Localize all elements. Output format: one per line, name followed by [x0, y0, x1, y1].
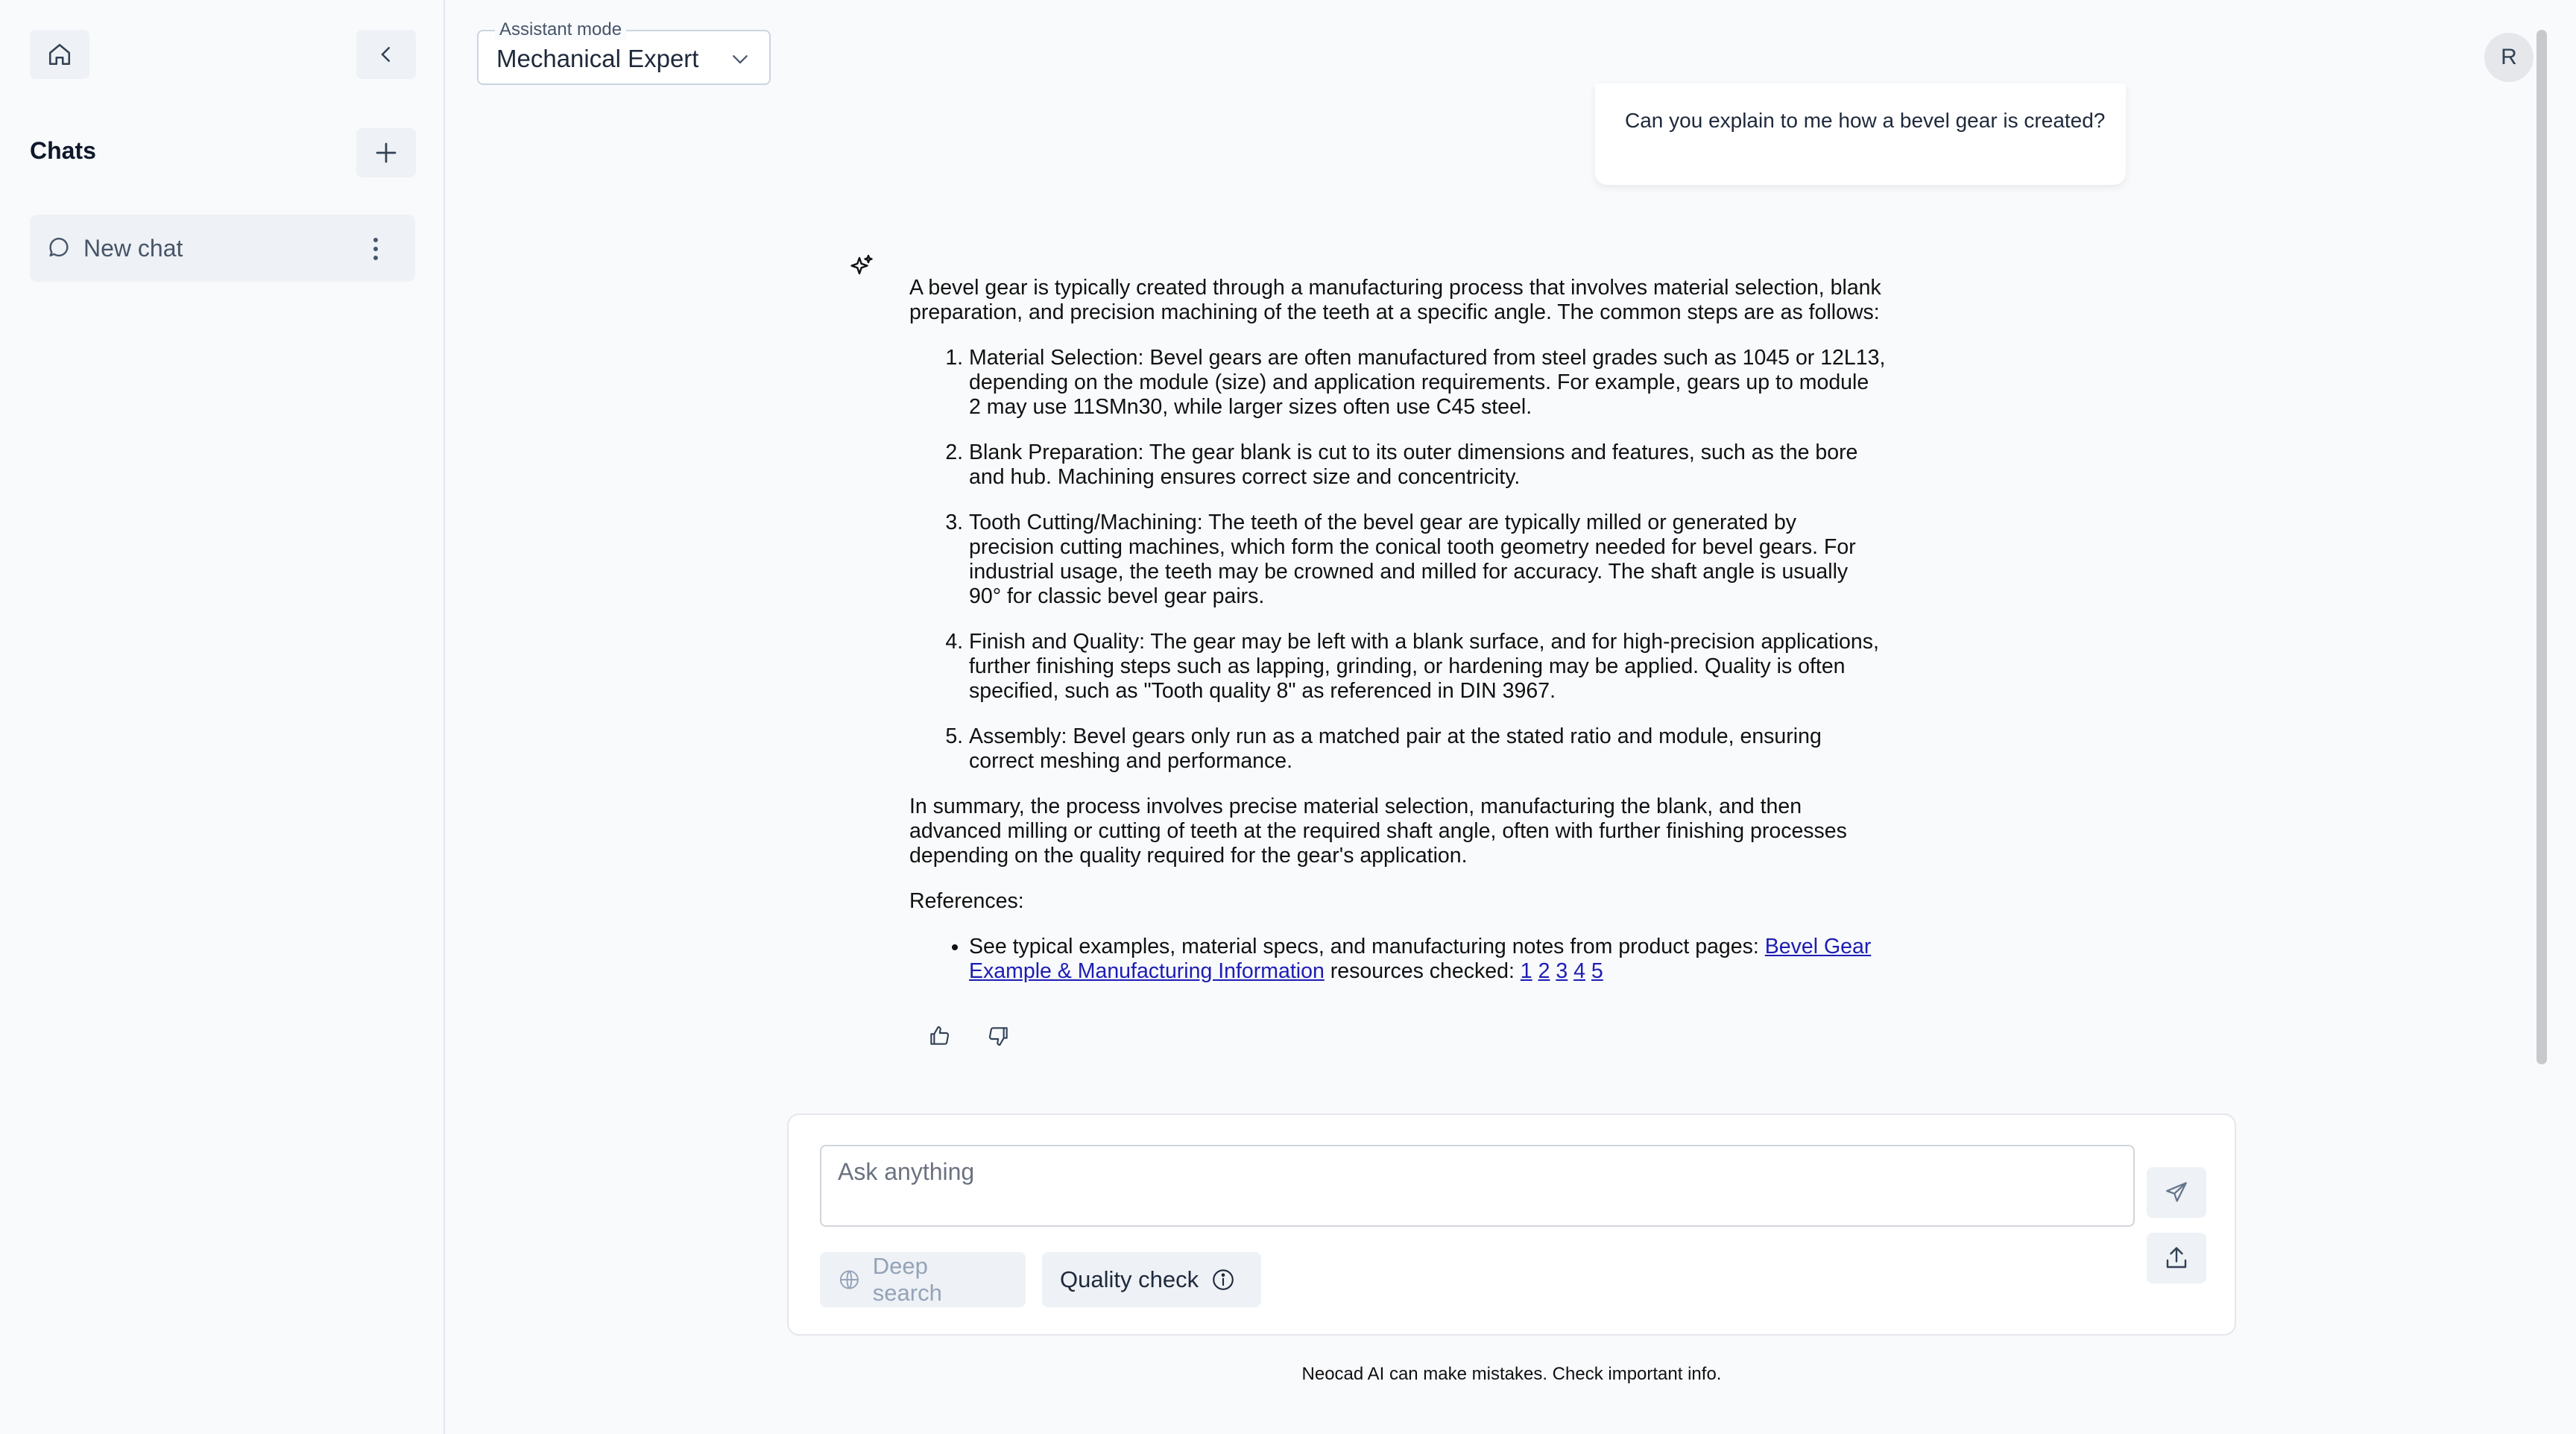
resources-label: resources checked: — [1324, 959, 1521, 983]
reference-item — [969, 935, 1886, 984]
deep-search-label: Deep search — [872, 1253, 942, 1306]
send-icon — [2164, 1180, 2189, 1205]
resource-link-5[interactable]: 5 — [1591, 959, 1603, 983]
answer-intro: A bevel gear is typically created through a manufacturing process that involves material selection, blank preparation, and precision machining of the teeth at a specific angle. The common steps are as follows: — [909, 276, 1881, 324]
thumbs-down-icon[interactable] — [987, 1024, 1011, 1048]
assistant-mode-value: Mechanical Expert — [496, 45, 699, 72]
sidebar — [0, 0, 445, 1434]
new-chat-button[interactable] — [356, 128, 416, 177]
reference-link[interactable]: Bevel Gear Example & Manufacturing Information — [969, 935, 1872, 983]
answer-summary: In summary, the process involves precise material selection, manufacturing the blank, and then advanced milling or cutting of teeth at the required shaft angle, often with further finishing processes depending on the quality required for the gear's application. — [909, 795, 1847, 868]
references-list — [909, 935, 1886, 984]
thumbs-up-icon[interactable] — [927, 1024, 951, 1048]
ask-input[interactable] — [820, 1145, 2135, 1227]
resource-link-3[interactable]: 3 — [1556, 959, 1568, 983]
reference-prefix: See typical examples, material specs, and manufacturing notes from product pages: — [969, 935, 1765, 958]
chat-bubble-icon — [46, 236, 72, 261]
answer-steps — [909, 346, 1886, 774]
answer-step: 5. Assembly: Bevel gears only run as a matched pair at the stated ratio and module, ensuring correct meshing and performance. — [969, 724, 1886, 774]
resource-link-2[interactable]: 2 — [1538, 959, 1550, 983]
quality-check-label: Quality check — [1060, 1266, 1199, 1292]
scrollbar[interactable] — [2536, 30, 2547, 1064]
quality-check-toggle[interactable] — [1042, 1252, 1261, 1307]
answer-step: 1. Material Selection: Bevel gears are often manufactured from steel grades such as 1045 or 12L13, depending on the module (size) and application requirements. For example, gears up to module 2 may use 11SMn30, while larger sizes often use C45 steel. — [969, 346, 1886, 420]
sidebar-item-label: New chat — [83, 234, 183, 262]
info-icon[interactable] — [1210, 1267, 1236, 1292]
assistant-answer — [909, 276, 1886, 984]
assistant-mode-label: Assistant mode — [495, 19, 626, 40]
resource-link-4[interactable]: 4 — [1573, 959, 1585, 983]
user-message: Can you explain to me how a bevel gear is created? — [1595, 83, 2126, 185]
references-heading: References: — [909, 889, 1024, 913]
deep-search-toggle[interactable] — [820, 1252, 1026, 1307]
home-button[interactable] — [30, 30, 89, 79]
answer-step: 4. Finish and Quality: The gear may be left with a blank surface, and for high-precision applications, further finishing steps such as lapping, grinding, or hardening may be applied. Quality is often specified, such as "Tooth quality 8" as referenced in DIN 3967. — [969, 630, 1886, 704]
collapse-sidebar-button[interactable] — [356, 30, 416, 79]
sparkle-icon — [848, 253, 875, 280]
assistant-mode-select[interactable] — [477, 19, 771, 85]
avatar[interactable]: R — [2484, 33, 2534, 82]
resource-link-1[interactable]: 1 — [1520, 959, 1532, 983]
chevron-left-icon — [375, 43, 397, 66]
answer-step: 3. Tooth Cutting/Machining: The teeth of the bevel gear are typically milled or generated by precision cutting machines, which form the conical tooth geometry needed for bevel gears. For industrial usage, the teeth may be crowned and milled for accuracy. The shaft angle is usually 90° for classic bevel gear pairs. — [969, 511, 1886, 609]
send-button[interactable] — [2147, 1167, 2206, 1218]
upload-button[interactable] — [2147, 1233, 2206, 1283]
sidebar-item-new-chat[interactable] — [30, 215, 415, 282]
disclaimer: Neocad AI can make mistakes. Check important info. — [1301, 1364, 1722, 1384]
plus-icon — [373, 139, 400, 166]
chevron-down-icon — [729, 48, 751, 70]
upload-icon — [2163, 1245, 2190, 1272]
answer-step: 2. Blank Preparation: The gear blank is cut to its outer dimensions and features, such as the bore and hub. Machining ensures correct size and concentricity. — [969, 440, 1886, 490]
globe-icon — [838, 1268, 861, 1292]
composer — [787, 1114, 2236, 1336]
chats-heading: Chats — [30, 137, 96, 164]
home-icon — [47, 42, 72, 67]
more-options-icon[interactable] — [372, 237, 379, 261]
